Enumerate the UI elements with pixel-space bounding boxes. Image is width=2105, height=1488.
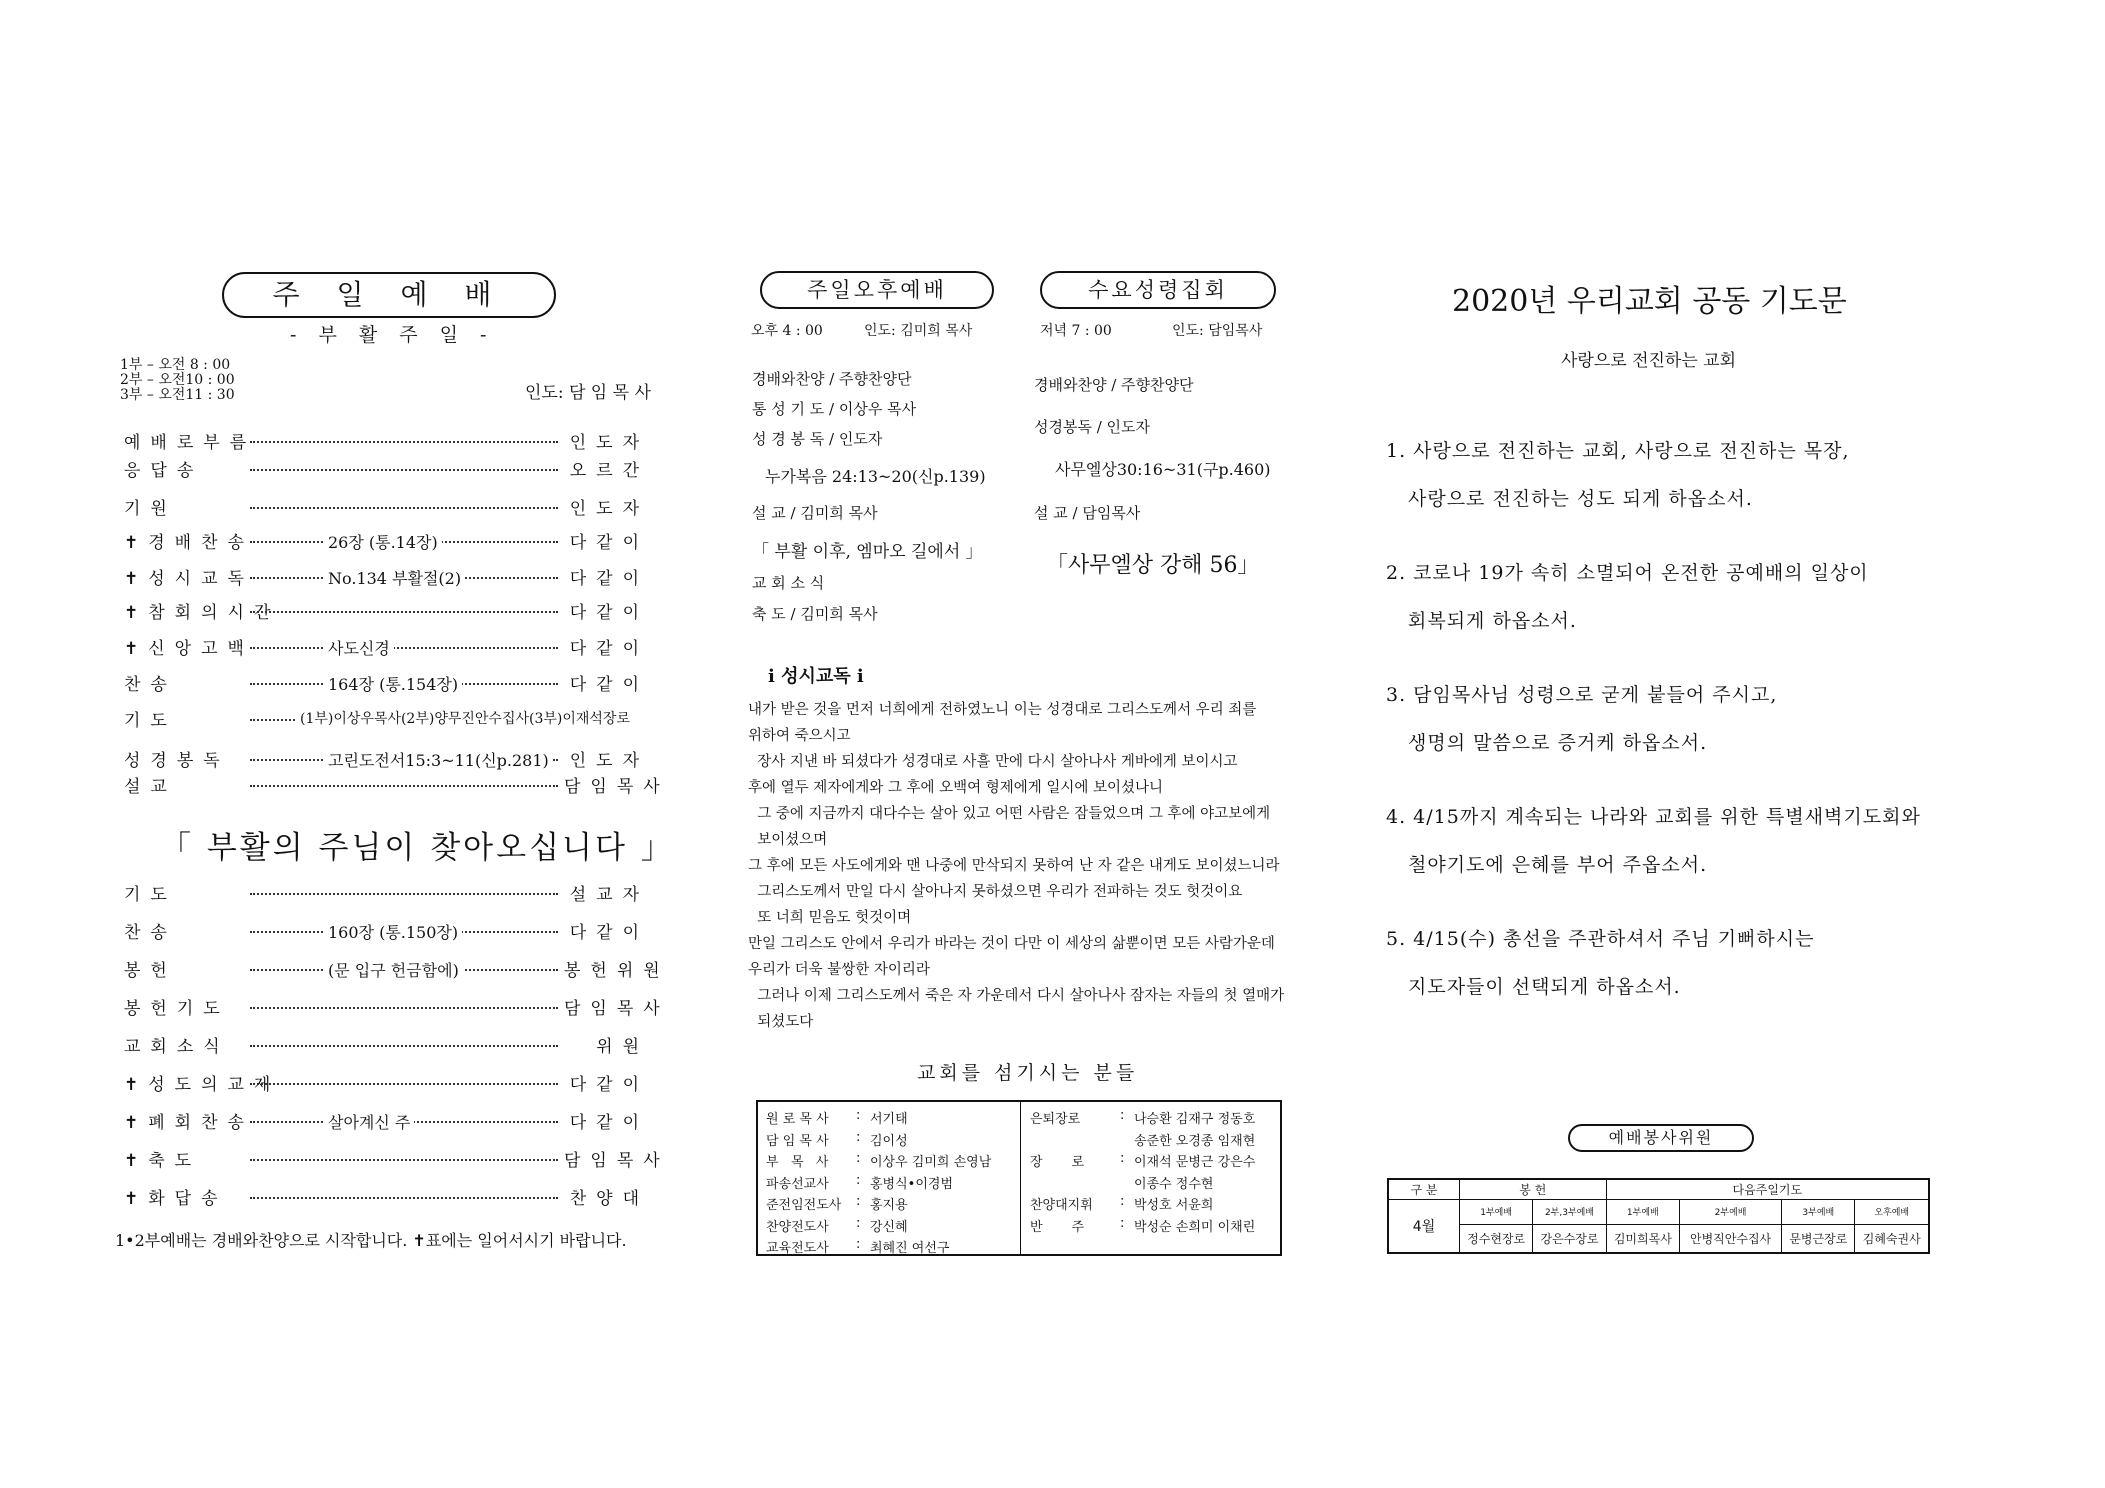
staff-names: 나승환 김재구 정동호: [1134, 1112, 1256, 1127]
staff-row: [1030, 1173, 1213, 1192]
service-table: [1387, 1178, 1930, 1254]
wednesday-item: 성경봉독 / 인도자: [1034, 418, 1151, 436]
order-detail: 160장 (통.150장): [324, 920, 462, 943]
staff-names: 홍지용: [870, 1198, 908, 1213]
leader-dots: [250, 1007, 558, 1009]
order-person: 찬양대: [569, 1188, 649, 1209]
order-person: 오르간: [569, 460, 649, 481]
reading-line: 우리가 더욱 불쌍한 자이리라: [748, 962, 930, 978]
reading-line: 그러나 이제 그리스도께서 죽은 자 가운데서 다시 살아나사 잠자는 자들의 첫 열매가: [748, 988, 1285, 1004]
staff-title: 교회를 섬기시는 분들: [917, 1062, 1139, 1084]
reading-title: ⅰ 성시교독 ⅰ: [768, 666, 864, 687]
order-detail: 고린도전서15:3~11(신p.281): [324, 748, 553, 771]
staff-role: 담 임 목 사: [766, 1133, 829, 1149]
service-cell: 안병직안수집사: [1679, 1224, 1781, 1253]
leader-dots: [250, 441, 558, 443]
staff-role: 반 주: [1030, 1219, 1085, 1235]
staff-row: [1030, 1108, 1255, 1127]
worship-order-row: [124, 1032, 649, 1056]
order-label: 기원: [124, 498, 177, 519]
wednesday-scripture: 사무엘상30:16~31(구p.460): [1055, 460, 1271, 479]
staff-names: 이재석 문병근 강은수: [1134, 1155, 1256, 1170]
staff-colon: :: [856, 1151, 861, 1166]
service-time-3: 3부 – 오전11 : 30: [120, 387, 235, 403]
afternoon-sermon: 「 부활 이후, 엠마오 길에서 」: [752, 542, 983, 562]
leader-dots: [250, 1045, 558, 1047]
staff-names: 최혜진 여선구: [870, 1241, 950, 1256]
order-label: ✝폐회찬송: [124, 1112, 254, 1133]
staff-row: [1030, 1130, 1255, 1149]
staff-row: [1030, 1194, 1213, 1213]
header-offering: 봉 헌: [1460, 1179, 1607, 1200]
afternoon-leader: 인도: 김미희 목사: [864, 323, 973, 339]
prayer-line: 3. 담임목사님 성령으로 굳게 붙들어 주시고,: [1386, 684, 1778, 706]
order-detail: 사도신경: [324, 636, 394, 659]
service-cell: 정수현장로: [1460, 1224, 1533, 1253]
worship-order-row: [124, 634, 649, 658]
staff-box: [756, 1100, 1282, 1256]
order-label: 교회소식: [124, 1036, 230, 1057]
afternoon-time: 오후 4 : 00: [751, 323, 823, 339]
staff-role: 찬양대지휘: [1030, 1198, 1093, 1213]
wednesday-leader: 인도: 담임목사: [1172, 323, 1263, 339]
staff-role: 은퇴장로: [1030, 1112, 1081, 1127]
prayer-line: 회복되게 하옵소서.: [1408, 610, 1577, 632]
header-gubun: 구 분: [1388, 1179, 1460, 1200]
order-label: ✝성도의교제: [124, 1074, 281, 1095]
order-person: 담임목사: [564, 776, 670, 797]
afternoon-item: 통 성 기 도 / 이상우 목사: [752, 400, 917, 418]
sub-header: 2부예배: [1679, 1200, 1781, 1225]
worship-order-row: [124, 1070, 649, 1094]
afternoon-scripture: 누가복음 24:13~20(신p.139): [765, 467, 986, 486]
worship-order-row: [124, 994, 670, 1019]
afternoon-item: 교 회 소 식: [752, 574, 825, 592]
order-label: ✝화답송: [124, 1188, 228, 1209]
worship-order-row: [124, 598, 649, 622]
leader-dots: [250, 1083, 558, 1085]
prayer-line: 1. 사랑으로 전진하는 교회, 사랑으로 전진하는 목장,: [1386, 440, 1850, 462]
staff-colon: :: [856, 1108, 861, 1123]
order-person: 봉헌위원: [564, 960, 670, 981]
worship-order-row: [124, 428, 649, 452]
prayer-line: 4. 4/15까지 계속되는 나라와 교회를 위한 특별새벽기도회와: [1386, 806, 1921, 828]
staff-role: 찬양전도사: [766, 1219, 829, 1235]
reading-line: 위하여 죽으시고: [748, 728, 851, 744]
staff-row: [766, 1173, 953, 1192]
staff-names: 김이성: [870, 1133, 908, 1149]
order-label: ✝경배찬송: [124, 532, 254, 553]
staff-role: 교육전도사: [766, 1241, 829, 1256]
order-label: 찬송: [124, 674, 177, 695]
order-person: 인도자: [569, 750, 649, 771]
reading-line: 그 후에 모든 사도에게와 맨 나중에 만삭되지 못하여 난 자 같은 내게도 보이셨느니라: [748, 858, 1280, 874]
wednesday-item: 설 교 / 담임목사: [1034, 504, 1141, 522]
worship-title-pill: [222, 272, 556, 318]
prayer-title: 2020년 우리교회 공동 기도문: [1452, 284, 1847, 319]
service-time-2: 2부 – 오전10 : 00: [120, 372, 235, 388]
sermon-title: 「 부활의 주님이 찾아오십니다 」: [160, 830, 675, 866]
service-cell: 문병근장로: [1782, 1224, 1855, 1253]
staff-row: [766, 1151, 991, 1170]
prayer-line: 2. 코로나 19가 속히 소멸되어 온전한 공예배의 일상이: [1386, 562, 1869, 584]
order-detail: 26장 (통.14장): [324, 530, 442, 553]
worship-order-row: [124, 670, 649, 694]
reading-line: 그리스도께서 만일 다시 살아나지 못하셨으면 우리가 전파하는 것도 헛것이요: [748, 884, 1243, 900]
staff-divider: [1020, 1102, 1021, 1254]
staff-role: 파송선교사: [766, 1176, 829, 1192]
header-next-prayer: 다음주일기도: [1606, 1179, 1929, 1200]
staff-role: 부 목 사: [766, 1155, 829, 1170]
prayer-line: 지도자들이 선택되게 하옵소서.: [1408, 976, 1681, 998]
worship-order-row: [124, 528, 649, 552]
worship-order-row: [124, 956, 670, 981]
staff-names: 송준한 오경종 임재현: [1134, 1133, 1256, 1149]
worship-leader: 인도: 담 임 목 사: [525, 383, 651, 403]
worship-order-row: [124, 1146, 670, 1171]
order-person: 다같이: [569, 922, 649, 943]
order-label: 설교: [124, 776, 177, 797]
order-label: 기도: [124, 884, 177, 905]
staff-colon: :: [1120, 1151, 1125, 1166]
worship-order-row: [124, 880, 649, 904]
order-person: 담임목사: [564, 1150, 670, 1171]
order-label: 예배로부름: [124, 432, 257, 453]
sub-header: 1부예배: [1460, 1200, 1533, 1225]
worship-order-row: [124, 772, 670, 797]
service-time-1: 1부 – 오전 8 : 00: [120, 357, 231, 373]
order-label: 성경봉독: [124, 750, 230, 771]
staff-row: [766, 1237, 949, 1256]
reading-line: 보이셨으며: [748, 832, 828, 848]
staff-colon: :: [1120, 1215, 1125, 1231]
leader-dots: [250, 785, 558, 787]
order-label: 봉헌: [124, 960, 177, 981]
order-person: 다같이: [569, 1074, 649, 1095]
order-person: 다같이: [569, 638, 649, 659]
sub-header: 1부예배: [1606, 1200, 1679, 1225]
worship-order-row: [124, 1108, 649, 1132]
staff-role: [1030, 1173, 1120, 1192]
staff-names: 이종수 정수현: [1134, 1176, 1214, 1192]
worship-order-row: [124, 1184, 649, 1208]
staff-colon: [1120, 1173, 1134, 1192]
service-cell: 김미희목사: [1606, 1224, 1679, 1253]
order-person: 위원: [596, 1036, 649, 1057]
staff-role: 장 로: [1030, 1155, 1085, 1170]
staff-role: 준전임전도사: [766, 1198, 842, 1213]
afternoon-item: 성 경 봉 독 / 인도자: [752, 430, 883, 448]
wednesday-sermon: 「사무엘상 강해 56」: [1046, 553, 1260, 578]
order-label: 찬송: [124, 922, 177, 943]
worship-title: 주 일 예 배: [272, 278, 506, 311]
staff-colon: :: [1120, 1194, 1125, 1209]
reading-line: 장사 지낸 바 되셨다가 성경대로 사흘 만에 다시 살아나사 게바에게 보이시고: [748, 754, 1238, 770]
reading-line: 후에 열두 제자에게와 그 후에 오백여 형제에게 일시에 보이셨나니: [748, 780, 1164, 796]
worship-order-row: [124, 494, 649, 518]
order-label: 기도: [124, 710, 177, 731]
wednesday-time: 저녁 7 : 00: [1040, 323, 1112, 339]
order-detail: 164장 (통.154장): [324, 672, 462, 695]
leader-dots: [250, 647, 558, 649]
staff-colon: :: [856, 1237, 861, 1252]
staff-row: [766, 1130, 908, 1149]
reading-line: 내가 받은 것을 먼저 너희에게 전하였노니 이는 성경대로 그리스도께서 우리 죄를: [748, 702, 1257, 718]
afternoon-title-pill: [760, 271, 994, 309]
leader-dots: [250, 611, 558, 613]
order-label: 봉헌기도: [124, 998, 230, 1019]
order-person: 다같이: [569, 532, 649, 553]
service-cell: 강은수장로: [1533, 1224, 1606, 1253]
order-person: 다같이: [569, 602, 649, 623]
leader-dots: [250, 469, 558, 471]
staff-names: 박성순 손희미 이채린: [1134, 1219, 1256, 1235]
worship-order-row: [124, 918, 649, 942]
staff-row: [1030, 1216, 1255, 1235]
staff-names: 이상우 김미희 손영남: [870, 1155, 992, 1170]
order-person: 담임목사: [564, 998, 670, 1019]
order-label: ✝성시교독: [124, 568, 254, 589]
sub-header: 2부,3부예배: [1533, 1200, 1606, 1225]
prayer-line: 생명의 말씀으로 증거케 하옵소서.: [1408, 732, 1708, 754]
order-label: ✝축도: [124, 1150, 202, 1171]
service-cell: 김혜숙권사: [1855, 1224, 1929, 1253]
reading-line: 만일 그리스도 안에서 우리가 바라는 것이 다만 이 세상의 삶뿐이면 모든 사람가운데: [748, 936, 1275, 952]
staff-colon: :: [856, 1172, 861, 1188]
prayer-subtitle: 사랑으로 전진하는 교회: [1561, 351, 1737, 371]
staff-colon: :: [856, 1215, 861, 1231]
order-detail: 살아계신 주: [324, 1110, 414, 1133]
sub-header: 오후예배: [1855, 1200, 1929, 1225]
sub-header: 3부예배: [1782, 1200, 1855, 1225]
wednesday-title: 수요성령집회: [1088, 278, 1228, 302]
staff-row: [1030, 1151, 1255, 1170]
staff-names: 강신혜: [870, 1219, 908, 1235]
staff-names: 박성호 서윤희: [1134, 1198, 1214, 1213]
prayer-line: 사랑으로 전진하는 성도 되게 하옵소서.: [1408, 488, 1753, 510]
worship-subtitle: - 부 활 주 일 -: [290, 324, 495, 346]
staff-role: 원 로 목 사: [766, 1112, 829, 1127]
afternoon-item: 축 도 / 김미희 목사: [752, 605, 878, 623]
staff-role: [1030, 1130, 1120, 1149]
service-title-pill: [1568, 1124, 1754, 1152]
leader-dots: [250, 1159, 558, 1161]
afternoon-title: 주일오후예배: [807, 278, 947, 302]
reading-line: 그 중에 지금까지 대다수는 살아 있고 어떤 사람은 잠들었으며 그 후에 야고보에게: [748, 806, 1271, 822]
staff-names: 홍병식•이경범: [870, 1176, 954, 1192]
order-detail: No.134 부활절(2): [324, 566, 465, 589]
order-detail: (문 입구 헌금함에): [324, 958, 463, 981]
worship-order-row: [124, 706, 649, 730]
reading-line: 또 너희 믿음도 헛것이며: [748, 910, 912, 926]
afternoon-item: 경배와찬양 / 주향찬양단: [752, 370, 912, 388]
wednesday-item: 경배와찬양 / 주향찬양단: [1034, 376, 1194, 394]
afternoon-item: 설 교 / 김미희 목사: [752, 504, 878, 522]
order-detail: (1부)이상우목사(2부)양무진안수집사(3부)이재석장로: [296, 708, 634, 728]
order-person: 다같이: [569, 1112, 649, 1133]
worship-order-row: [124, 746, 649, 770]
order-label: ✝참회의시간: [124, 602, 281, 623]
order-person: 인도자: [569, 498, 649, 519]
order-label: ✝신앙고백: [124, 638, 254, 659]
staff-colon: :: [856, 1194, 861, 1209]
order-label: 응답송: [124, 460, 204, 481]
reading-line: 되셨도다: [748, 1014, 814, 1030]
staff-colon: :: [1120, 1108, 1125, 1123]
staff-colon: :: [856, 1129, 861, 1145]
staff-colon: [1120, 1130, 1134, 1149]
month-cell: 4월: [1388, 1200, 1460, 1253]
leader-dots: [250, 507, 558, 509]
leader-dots: [250, 1197, 558, 1199]
staff-row: [766, 1216, 908, 1235]
order-person: 인도자: [569, 432, 649, 453]
staff-row: [766, 1194, 908, 1213]
worship-order-row: [124, 564, 649, 588]
staff-names: 서기태: [870, 1112, 908, 1127]
prayer-line: 철야기도에 은혜를 부어 주옵소서.: [1408, 854, 1708, 876]
wednesday-title-pill: [1040, 271, 1276, 309]
order-person: 다같이: [569, 568, 649, 589]
footnote: 1•2부예배는 경배와찬양으로 시작합니다. ✝표에는 일어서시기 바랍니다.: [115, 1231, 627, 1250]
leader-dots: [250, 893, 558, 895]
order-person: 다같이: [569, 674, 649, 695]
prayer-line: 5. 4/15(수) 총선을 주관하셔서 주님 기뻐하시는: [1386, 928, 1815, 950]
worship-order-row: [124, 456, 649, 480]
order-person: 설교자: [569, 884, 649, 905]
staff-row: [766, 1108, 908, 1127]
service-title: 예배봉사위원: [1608, 1128, 1714, 1147]
